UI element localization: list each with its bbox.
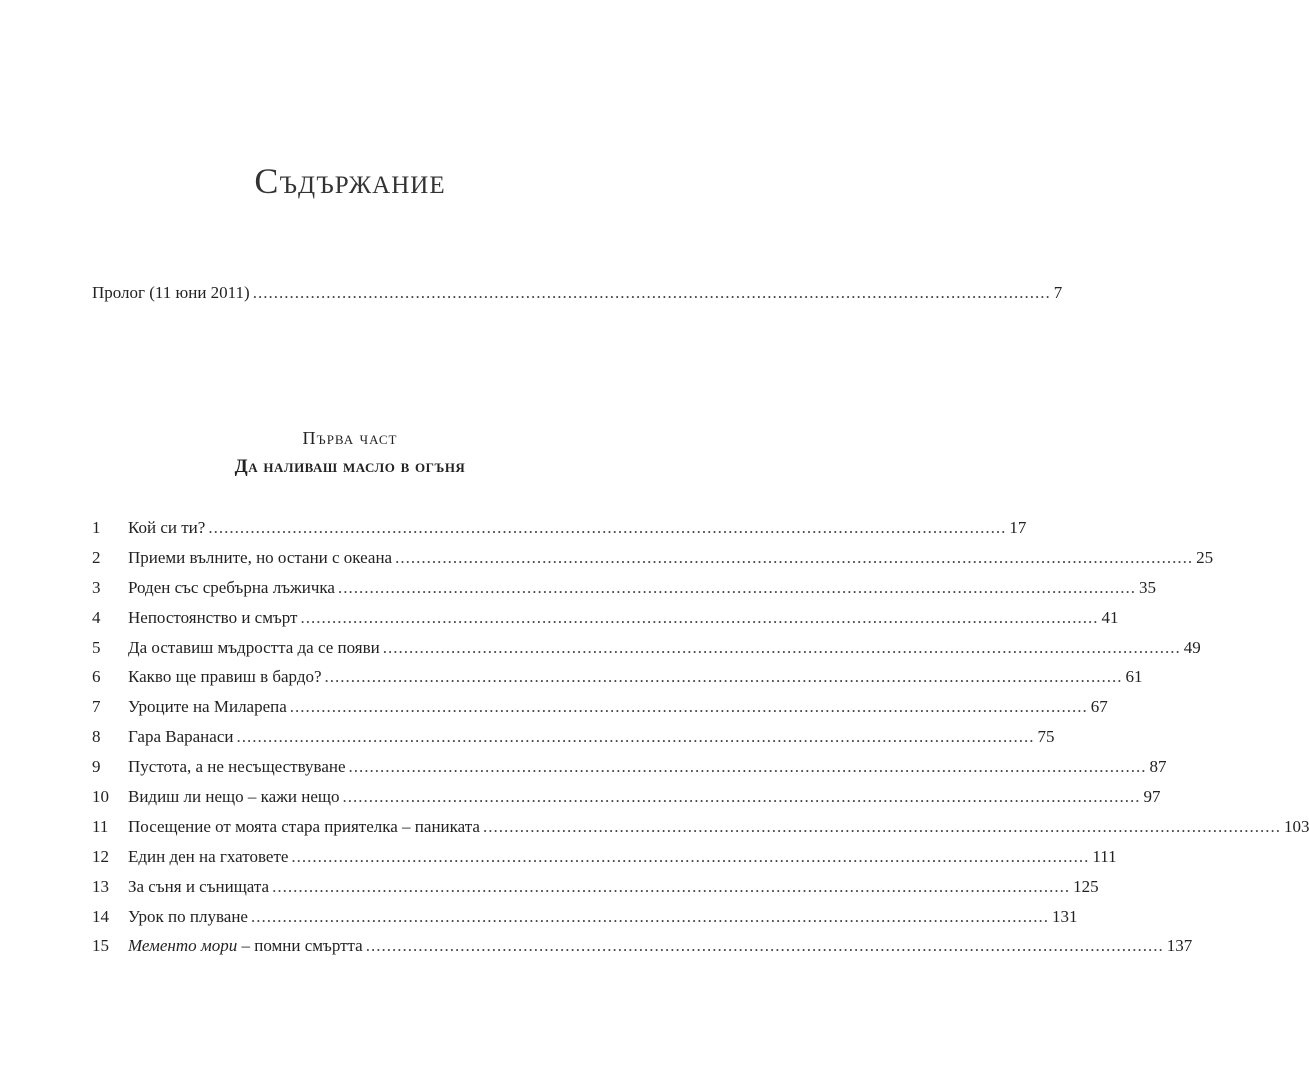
chapter-number: 15 (92, 936, 109, 956)
toc-entry[interactable] (92, 547, 1214, 578)
chapter-title: Приеми вълните, но остани с океана (128, 547, 393, 567)
toc-entry[interactable] (92, 697, 1108, 727)
toc-leader-dots: ........................................................................................................................................................ (289, 697, 1088, 717)
chapter-page: 25 (1196, 547, 1214, 567)
chapter-title (128, 936, 363, 956)
chapter-page: 49 (1183, 637, 1201, 657)
chapter-title: Кой си ти? (128, 518, 206, 537)
chapter-title-rest: – помни смъртта (237, 936, 363, 956)
part-label: Първа част (302, 428, 398, 448)
chapter-number: 8 (92, 727, 101, 747)
chapter-page: 67 (1090, 697, 1108, 717)
chapter-number: 14 (92, 906, 109, 926)
toc-leader-dots: ........................................................................................................................................................ (252, 283, 1051, 302)
toc-entry[interactable] (92, 876, 1099, 907)
chapter-page: 131 (1051, 906, 1078, 926)
chapter-number: 11 (92, 816, 109, 836)
toc-leader-dots: ........................................................................................................................................................ (272, 876, 1071, 896)
chapter-page: 61 (1125, 667, 1143, 687)
toc-entry[interactable] (92, 787, 1161, 817)
chapter-number: 5 (92, 637, 101, 657)
chapter-title: Уроците на Миларепа (128, 697, 287, 717)
toc-entry-page: 7 (1053, 283, 1063, 302)
toc-leader-dots: ........................................................................................................................................................ (382, 637, 1181, 657)
chapter-page: 87 (1149, 757, 1167, 777)
toc-leader-dots: ........................................................................................................................................................ (348, 757, 1147, 777)
chapter-number: 2 (92, 547, 101, 567)
toc-entry[interactable] (92, 607, 1119, 638)
chapter-page: 35 (1138, 577, 1156, 597)
chapter-page: 103 (1283, 816, 1309, 836)
toc-entry[interactable] (92, 518, 1027, 548)
toc-leader-dots: ........................................................................................................................................................ (300, 607, 1099, 627)
chapter-title: Какво ще правиш в бардо? (128, 667, 322, 687)
toc-leader-dots: ........................................................................................................................................................ (236, 727, 1035, 747)
chapter-number: 10 (92, 787, 109, 807)
toc-entry-text: Пролог (11 юни 2011) (92, 283, 250, 302)
chapter-number: 13 (92, 876, 109, 896)
chapter-number: 12 (92, 846, 109, 866)
part-title: Да наливаш масло в огъня (234, 456, 466, 477)
toc-entry[interactable] (92, 637, 1201, 668)
toc-leader-dots: ........................................................................................................................................................ (208, 518, 1007, 537)
chapter-title: Непостоянство и смърт (128, 607, 298, 627)
chapter-title-italic: Мементо мори (128, 936, 238, 956)
toc-leader-dots: ........................................................................................................................................................ (337, 577, 1136, 597)
chapter-title: Посещение от моята стара приятелка – паниката (128, 816, 480, 836)
toc-entry[interactable] (92, 846, 1117, 877)
toc-entry[interactable] (92, 727, 1055, 757)
chapter-number: 4 (92, 607, 101, 627)
toc-entry[interactable] (92, 816, 1309, 847)
chapter-page: 75 (1037, 727, 1055, 747)
chapter-list (0, 518, 1309, 966)
chapter-page: 41 (1101, 607, 1119, 627)
toc-entry[interactable] (92, 577, 1156, 608)
toc-leader-dots: ........................................................................................................................................................ (395, 547, 1194, 567)
chapter-title: Да оставиш мъдростта да се появи (128, 637, 380, 657)
chapter-page: 137 (1166, 936, 1193, 956)
chapter-number: 1 (92, 518, 101, 537)
chapter-title: Гара Варанаси (128, 727, 234, 747)
chapter-number: 9 (92, 757, 101, 777)
chapter-number: 3 (92, 577, 101, 597)
chapter-page: 17 (1009, 518, 1027, 537)
toc-entry[interactable] (92, 936, 1193, 966)
chapter-page: 111 (1092, 846, 1117, 866)
chapter-number: 6 (92, 667, 101, 687)
chapter-number: 7 (92, 697, 101, 717)
toc-leader-dots: ........................................................................................................................................................ (365, 936, 1164, 956)
toc-leader-dots: ........................................................................................................................................................ (482, 816, 1281, 836)
chapter-title: Роден със сребърна лъжичка (128, 577, 335, 597)
toc-leader-dots: ........................................................................................................................................................ (324, 667, 1123, 687)
toc-entry[interactable] (92, 667, 1143, 697)
toc-leader-dots: ........................................................................................................................................................ (250, 906, 1049, 926)
page-title: Съдържание (254, 161, 446, 201)
chapter-title: За съня и сънищата (128, 876, 270, 896)
toc-leader-dots: ........................................................................................................................................................ (291, 846, 1090, 866)
toc-entry-prologue[interactable] (92, 283, 1063, 307)
chapter-title: Един ден на гхатовете (128, 846, 289, 866)
chapter-page: 125 (1073, 876, 1099, 896)
toc-leader-dots: ........................................................................................................................................................ (342, 787, 1141, 807)
chapter-title: Урок по плуване (128, 906, 248, 926)
toc-entry[interactable] (92, 906, 1078, 937)
chapter-title: Видиш ли нещо – кажи нещо (128, 787, 340, 807)
chapter-title: Пустота, а не несъществуване (128, 757, 346, 777)
toc-entry[interactable] (92, 757, 1167, 787)
chapter-page: 97 (1143, 787, 1161, 807)
